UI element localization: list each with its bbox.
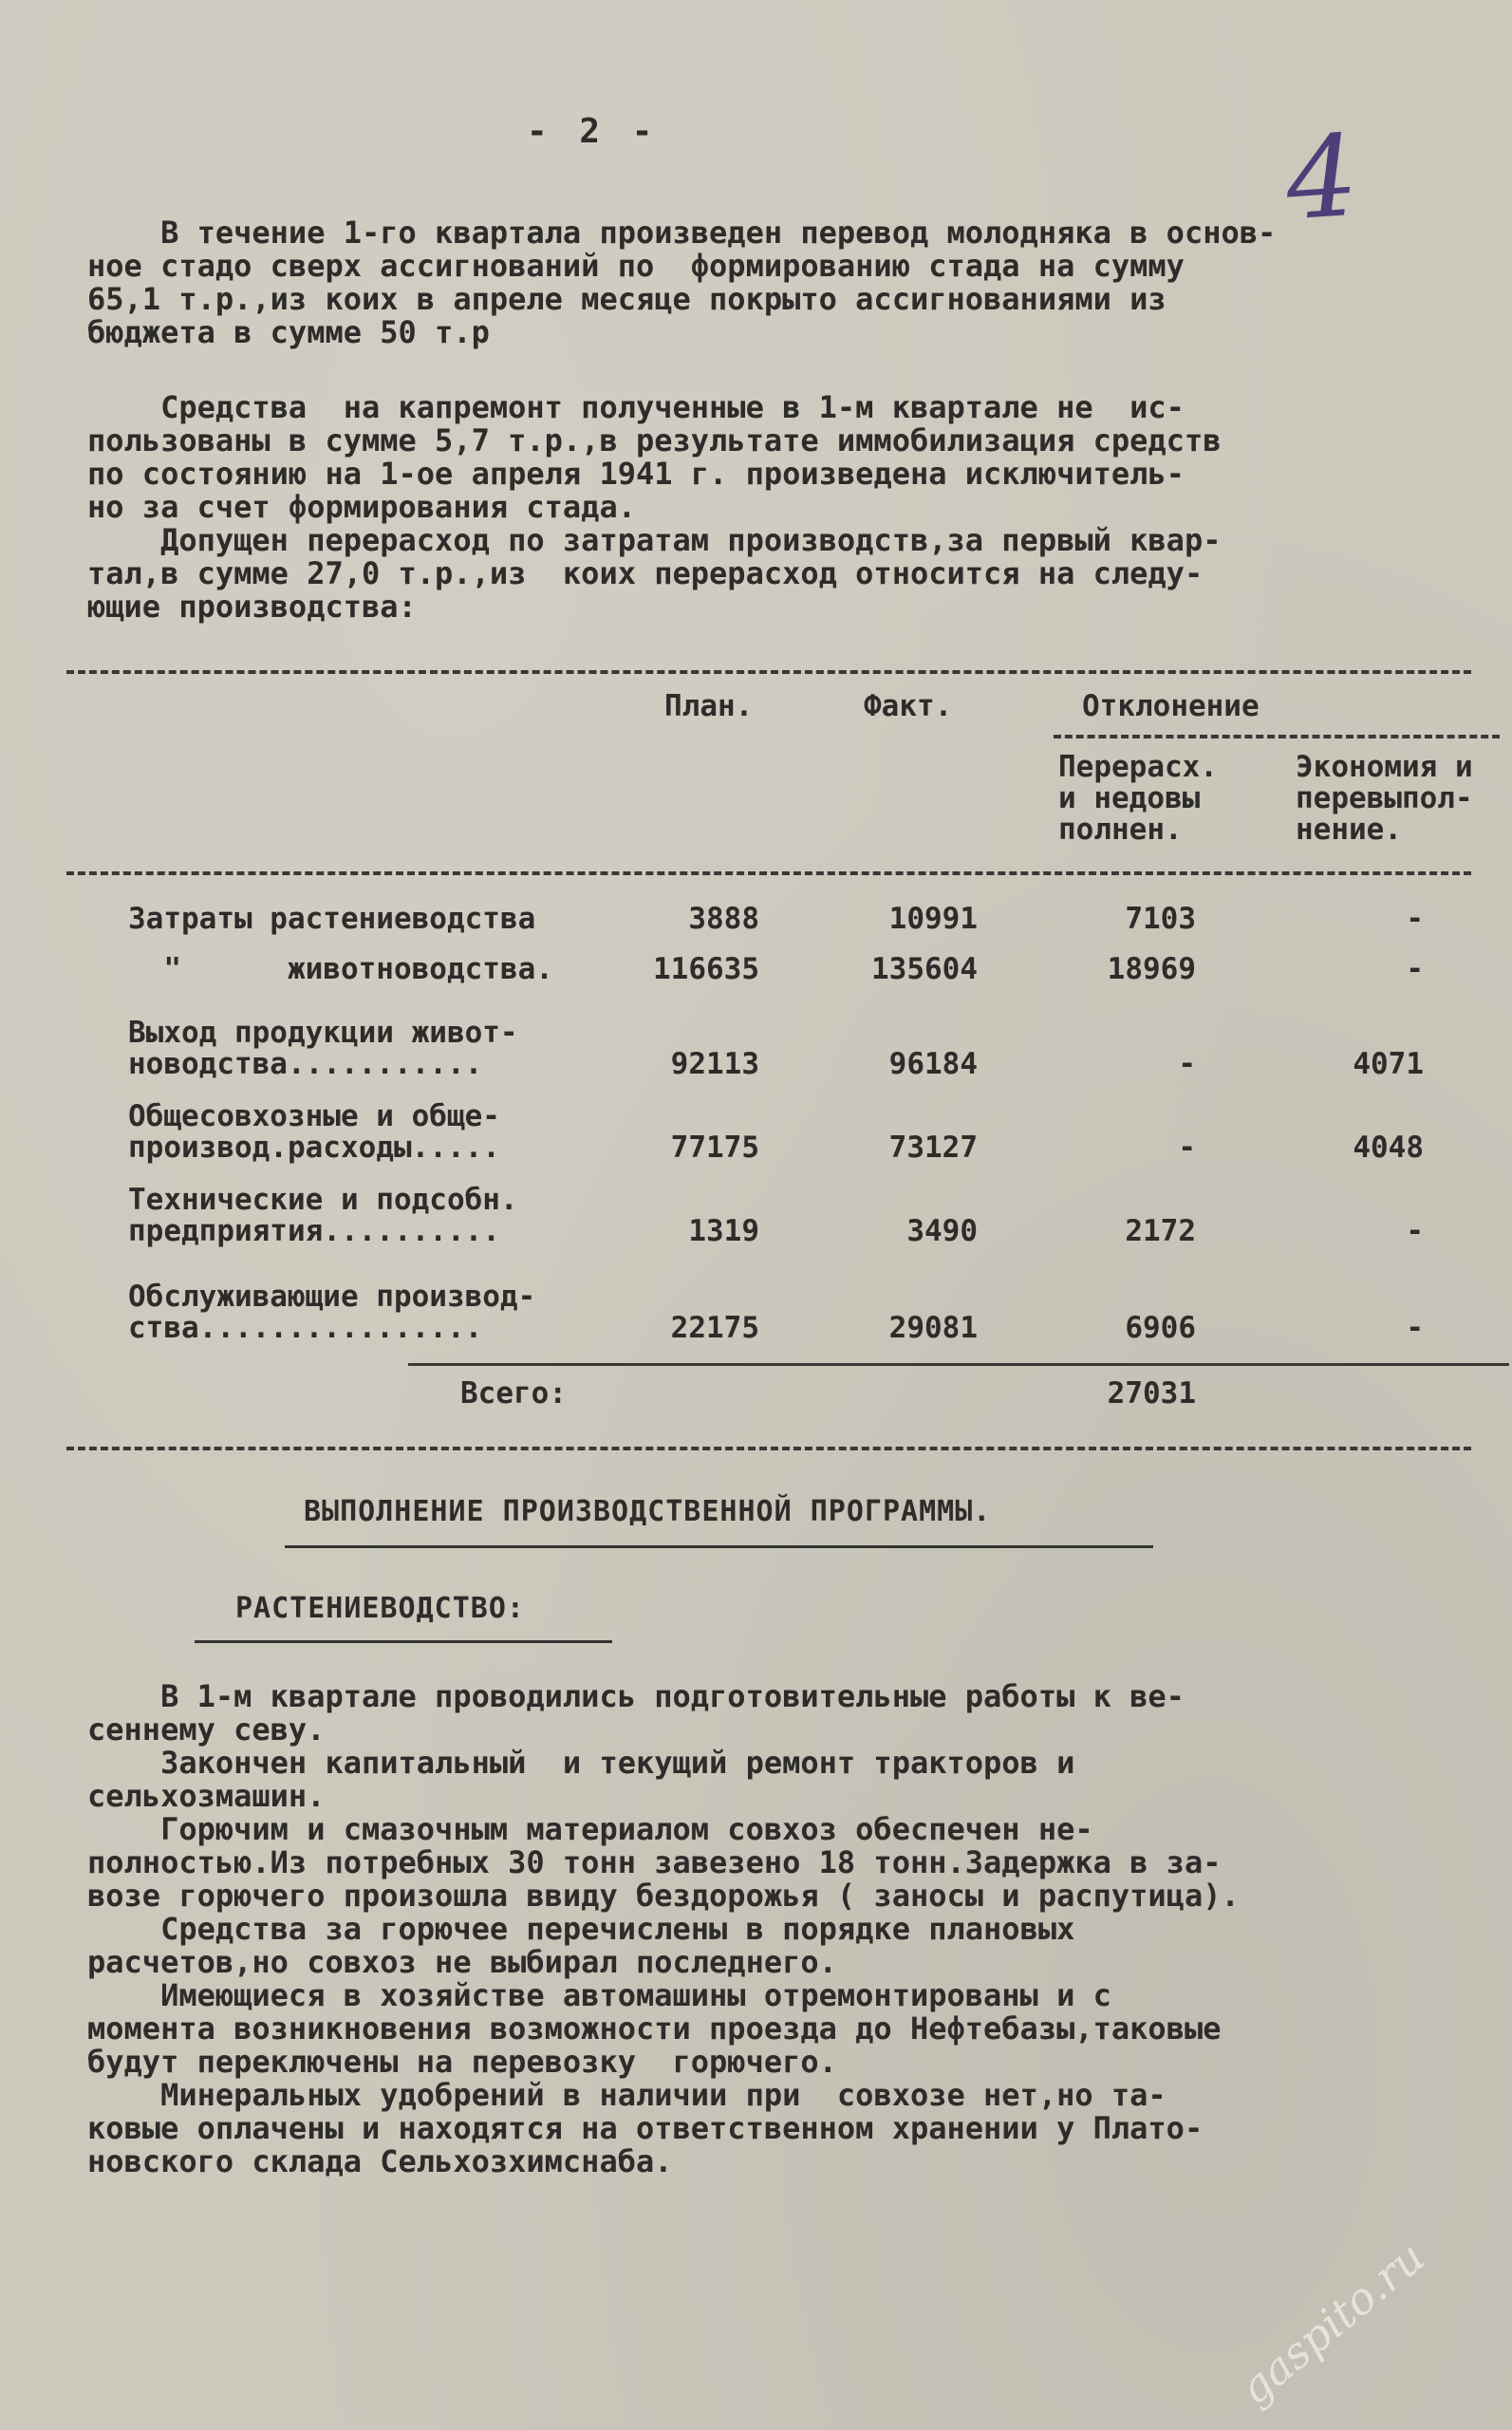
row-fact: 73127 [888, 1131, 978, 1165]
section-paragraph-1: В 1-м квартале проводились подготовительные работы к ве- сеннему севу. [87, 1678, 1185, 1748]
table-bottom-rule [66, 1447, 1471, 1450]
row-label: Технические и подсобн. предприятия.......... [128, 1183, 518, 1248]
row-plan: 22175 [670, 1311, 759, 1345]
row-econ: 4071 [1353, 1047, 1424, 1081]
header-economy: Экономия и перевыпол- нение. [1296, 750, 1473, 847]
total-value: 27031 [1107, 1376, 1196, 1411]
row-econ: - [1406, 952, 1424, 986]
page-number: - 2 - [527, 112, 659, 151]
table-top-rule [66, 670, 1471, 674]
subsection-title: РАСТЕНИЕВОДСТВО: [235, 1592, 525, 1625]
watermark: gaspito.ru [1229, 2231, 1434, 2415]
row-econ: 4048 [1353, 1131, 1424, 1165]
row-over: 7103 [1125, 902, 1196, 936]
section-title-underline [285, 1545, 1153, 1548]
header-deviation: Отклонение [1082, 689, 1260, 723]
row-econ: - [1406, 902, 1424, 936]
total-rule [408, 1363, 1509, 1366]
row-plan: 92113 [670, 1047, 759, 1081]
row-plan: 3888 [688, 902, 759, 936]
row-label: Общесовхозные и обще- производ.расходы..... [128, 1099, 500, 1165]
row-label: Затраты растениеводства [128, 902, 536, 936]
handwritten-folio-mark: 4 [1281, 109, 1362, 246]
row-over: - [1178, 1131, 1196, 1165]
section-paragraph-5: Имеющиеся в хозяйстве автомашины отремонтированы и с момента возникновения возможности проезда до Нефтебазы,таковые будут переключены на перевозку горючего. [87, 1977, 1222, 2080]
row-plan: 77175 [670, 1131, 759, 1165]
row-over: - [1178, 1047, 1196, 1081]
row-fact: 96184 [888, 1047, 978, 1081]
row-fact: 29081 [888, 1311, 978, 1345]
row-fact: 135604 [871, 952, 978, 986]
section-paragraph-4: Средства за горючее перечислены в порядке плановых расчетов,но совхоз не выбирал последнего. [87, 1911, 1075, 1980]
row-over: 2172 [1125, 1214, 1196, 1248]
header-plan: План. [664, 689, 754, 723]
row-fact: 10991 [888, 902, 978, 936]
header-bottom-rule [66, 871, 1471, 875]
paragraph-2: Средства на капремонт полученные в 1-м квартале не ис- пользованы в сумме 5,7 т.р.,в результате иммобилизация средств по состоянию на 1-ое апреля 1941 г. произведена исключитель- но за счет формирования стада. [87, 389, 1222, 525]
row-over: 6906 [1125, 1311, 1196, 1345]
deviation-rule [1054, 735, 1500, 738]
header-fact: Факт. [864, 689, 953, 723]
row-label: Обслуживающие производ- ства................ [128, 1280, 536, 1345]
row-econ: - [1406, 1311, 1424, 1345]
row-label: Выход продукции живот- новодства........... [128, 1016, 518, 1081]
paragraph-3: Допущен перерасход по затратам производств,за первый квар- тал,в сумме 27,0 т.р.,из коих перерасход относится на следу- ющие производства: [87, 522, 1222, 625]
row-over: 18969 [1107, 952, 1196, 986]
subsection-title-underline [195, 1640, 612, 1643]
section-title: ВЫПОЛНЕНИЕ ПРОИЗВОДСТВЕННОЙ ПРОГРАММЫ. [304, 1495, 992, 1528]
row-label: " животноводства. [128, 952, 553, 986]
total-label: Всего: [460, 1376, 567, 1411]
section-paragraph-2: Закончен капитальный и текущий ремонт тракторов и сельхозмашин. [87, 1745, 1075, 1814]
section-paragraph-3: Горючим и смазочным материалом совхоз обеспечен не- полностью.Из потребных 30 тонн завезено 18 тонн.Задержка в за- возе горючего произошла ввиду бездорожья ( заносы и распутица). [87, 1811, 1240, 1914]
row-plan: 1319 [688, 1214, 759, 1248]
header-overspend: Перерасх. и недовы полнен. [1058, 750, 1218, 847]
section-paragraph-6: Минеральных удобрений в наличии при совхозе нет,но та- ковые оплачены и находятся на ответственном хранении у Плато- новского склада Сельхозхимснаба. [87, 2077, 1204, 2179]
row-plan: 116635 [653, 952, 759, 986]
row-fact: 3490 [906, 1214, 978, 1248]
row-econ: - [1406, 1214, 1424, 1248]
paragraph-1: В течение 1-го квартала произведен перевод молодняка в основ- ное стадо сверх ассигнований по формированию стада на сумму 65,1 т.р.,из коих в апреле месяце покрыто ассигнованиями из бюджета в сумме 50 т.р [87, 215, 1277, 350]
